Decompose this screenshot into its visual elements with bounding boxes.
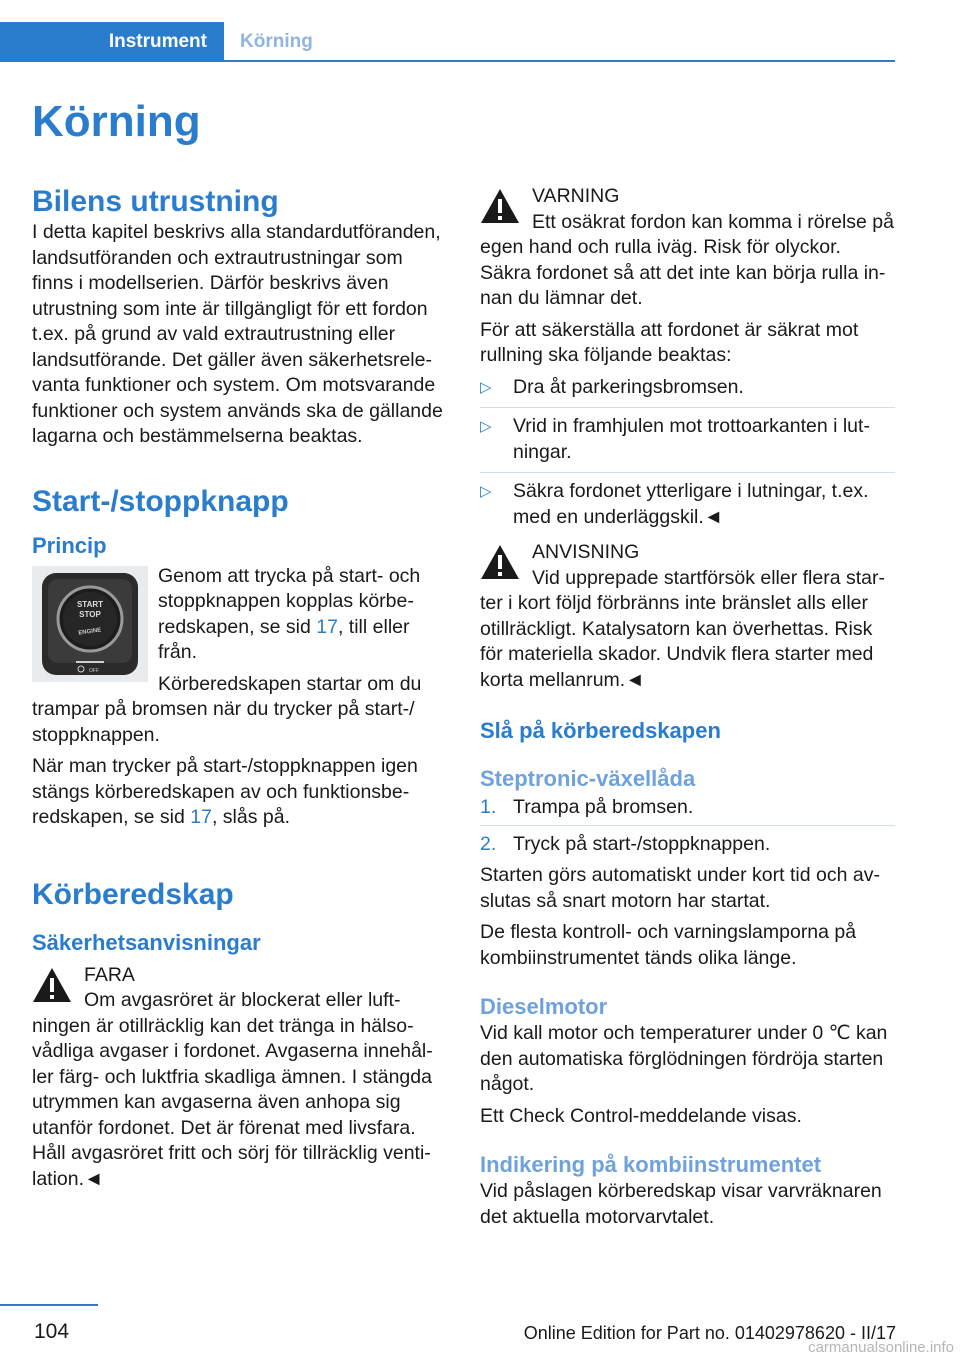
triangle-bullet-icon: ▷: [480, 483, 492, 500]
rolling-intro: För att säkerställa att fordonet är säkrat mot rullning ska följande beaktas:: [480, 318, 859, 366]
page-link-17[interactable]: 17: [316, 615, 338, 638]
warning-triangle-icon: [480, 544, 520, 580]
steps-list: [480, 795, 895, 857]
page-number: 104: [34, 1320, 70, 1343]
notice-text: Vid upprepade startförsök eller flera starter i kort följd förbränns inte bränslet alls eller otillräckligt. Katalysatorn kan överhettas. Risk för materiella skador. Undvik flera starter med korta mellanrum.◄: [480, 566, 885, 691]
heading-indication: Indikering på kombiinstrumentet: [480, 1152, 822, 1177]
start-auto-text: Starten görs automatiskt under kort tid och avslutas så snart motorn har startat.: [480, 864, 880, 912]
page-link-17-b[interactable]: 17: [190, 806, 212, 828]
indication-p1: Vid påslagen körberedskap visar varvräknaren det aktuella motorvarvtalet.: [480, 1180, 882, 1228]
heading-equipment: Bilens utrustning: [32, 185, 279, 218]
warning-text: Ett osäkrat fordon kan komma i rörelse på egen hand och rulla iväg. Risk för olyckor. Säkra fordonet så att det inte kan börja rulla innan du lämnar det.: [480, 210, 894, 309]
danger-label: FARA: [84, 963, 135, 986]
button-label-off: OFF: [89, 667, 99, 674]
diesel-p1: Vid kall motor och temperaturer under 0 ℃ kan den automatiska förglödningen fördröja starten något.: [480, 1022, 888, 1095]
header-tab-korning[interactable]: Körning: [240, 31, 313, 52]
heading-readiness: Körberedskap: [32, 877, 234, 911]
start-stop-button-image: [32, 566, 148, 682]
start-stop-section: [32, 564, 447, 831]
button-label-stop: STOP: [79, 609, 101, 619]
heading-steptronic: Steptronic-växellåda: [480, 766, 696, 791]
warning-note: [480, 184, 895, 312]
danger-text: Om avgasröret är blockerat eller luftningen är otillräcklig kan det tränga in hälsovådliga avgaser i fordonet. Avgaserna innehåller färg- och luktfria skadliga ämnen. I stängda utrymmen kan avgaserna även anhopa sig utanför fordonet. Det är förenat med livsfara. Håll avgasröret fritt och sörj för tillräcklig ventilation.◄: [32, 989, 433, 1190]
start-stop-p2: Körberedskapen startar om du trampar på bromsen när du trycker på start-/ stoppknappen.: [32, 672, 422, 746]
page-title: Körning: [32, 97, 201, 146]
list-item: ▷ Vrid in framhjulen mot trottoarkanten i lutningar.: [480, 415, 870, 463]
list-item: ▷ Dra åt parkeringsbromsen.: [480, 375, 895, 401]
button-label-start: START: [76, 599, 104, 609]
heading-switch-on: Slå på körberedskapen: [480, 718, 721, 743]
list-item: ▷ Säkra fordonet ytterligare i lutningar, t.ex. med en underläggskil.◄: [480, 480, 869, 528]
page-header: [0, 22, 895, 62]
list-item: 1. Trampa på bromsen.: [480, 796, 694, 818]
start-stop-button-icon: [36, 569, 144, 679]
heading-diesel: Dieselmotor: [480, 994, 608, 1019]
start-stop-p3: När man trycker på start-/stoppknappen igen stängs körberedskapen av och funktionsberedskapen, se sid 17, slås på.: [32, 755, 418, 828]
heading-principle: Princip: [32, 532, 107, 558]
triangle-bullet-icon: ▷: [480, 418, 492, 435]
equipment-text: I detta kapitel beskrivs alla standardutföranden, landsutföranden och extrautrustningar som finns i modellserien. Därför beskrivs även utrustning som inte är tillgängligt för ett fordon t.ex. på grund av vald extrautrustning eller landsutförande. Det gäller även säkerhetsrelevanta funktioner och system. Om motsvarande funktioner och system används ska de gällande lagarna och bestämmelserna beaktas.: [32, 221, 443, 447]
notice-note: [480, 540, 895, 693]
warning-triangle-icon: [32, 967, 72, 1003]
heading-safety: Säkerhetsanvisningar: [32, 929, 261, 955]
site-watermark: carmanualsonline.info: [808, 1339, 954, 1356]
header-tab-instrument[interactable]: Instrument: [0, 22, 224, 62]
start-stop-p1: Genom att trycka på start- och stoppknappen kopplas körberedskapen, se sid 17, till eller från.: [158, 564, 421, 663]
header-rule: [224, 60, 895, 62]
notice-label: ANVISNING: [532, 541, 640, 563]
left-column: [32, 184, 447, 1192]
warning-label: VARNING: [532, 185, 620, 207]
lamps-text: De flesta kontroll- och varningslamporna på kombiinstrumentet tänds olika länge.: [480, 921, 857, 969]
danger-note: [32, 963, 447, 1193]
right-column: [480, 184, 895, 1236]
triangle-bullet-icon: ▷: [480, 378, 492, 396]
rolling-list: [480, 375, 895, 531]
footer-rule: [0, 1304, 98, 1306]
heading-start-stop: Start-/stoppknapp: [32, 484, 289, 518]
list-item: 2. Tryck på start-/stoppknappen.: [480, 832, 771, 855]
warning-triangle-icon: [480, 188, 520, 224]
button-label-engine: ENGINE: [78, 626, 102, 637]
diesel-p2: Ett Check Control-meddelande visas.: [480, 1104, 802, 1127]
edition-text: Online Edition for Part no. 01402978620 - II/17: [523, 1323, 896, 1343]
